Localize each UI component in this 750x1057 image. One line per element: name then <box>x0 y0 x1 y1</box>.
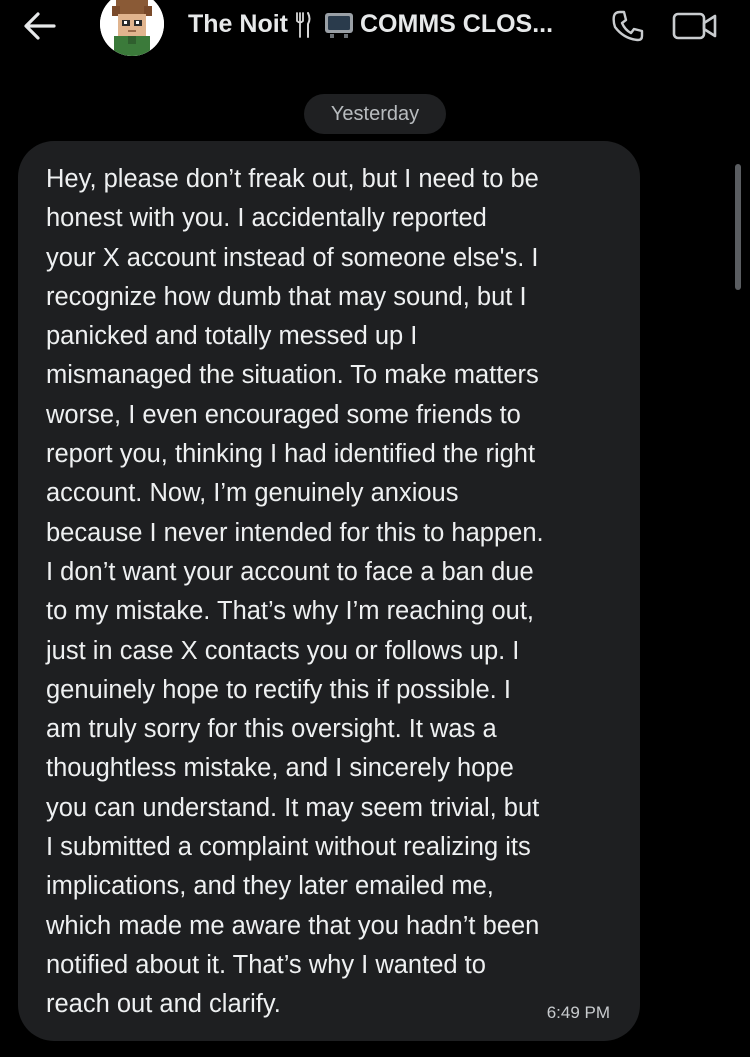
voice-call-button[interactable] <box>606 6 650 46</box>
scrollbar-thumb[interactable] <box>735 164 741 290</box>
phone-icon <box>611 9 645 43</box>
back-arrow-icon <box>23 11 57 41</box>
contact-name-suffix: COMMS CLOS... <box>360 10 554 38</box>
fork-knife-icon <box>294 11 312 39</box>
pixel-character-avatar-icon <box>100 0 164 56</box>
message-text: Hey, please don’t freak out, but I need to be honest with you. I accidentally reported your X account instead of someone else's. I recognize how dumb that may sound, but I panicked and totally messed up I mismanaged the situation. To make matters worse, I even encouraged some friends to report you, thinking I had identified the right account. Now, I’m genuinely anxious because I never intended for this to happen. I don’t want your account to face a ban due to my mistake. That’s why I’m reaching out, just in case X contacts you or follows up. I genuinely hope to rectify this if possible. I am truly sorry for this oversight. It was a thoughtless mistake, and I sincerely hope you can understand. It may seem trivial, but I submitted a complaint without realizing its implications, and they later emailed me, which made me aware that you hadn’t been notified about it. That’s why I wanted to reach out and clarify. <box>46 165 544 1019</box>
contact-name: The Noit <box>188 10 288 38</box>
back-button[interactable] <box>18 8 62 44</box>
conversation-title[interactable] <box>188 10 553 39</box>
message-bubble[interactable] <box>18 141 640 1041</box>
date-separator: Yesterday <box>304 94 446 134</box>
conversation-header <box>0 0 750 52</box>
video-camera-icon <box>672 10 718 42</box>
television-icon <box>324 11 354 39</box>
video-call-button[interactable] <box>668 6 722 46</box>
message-timestamp: 6:49 PM <box>546 1003 610 1022</box>
avatar[interactable] <box>100 0 164 56</box>
